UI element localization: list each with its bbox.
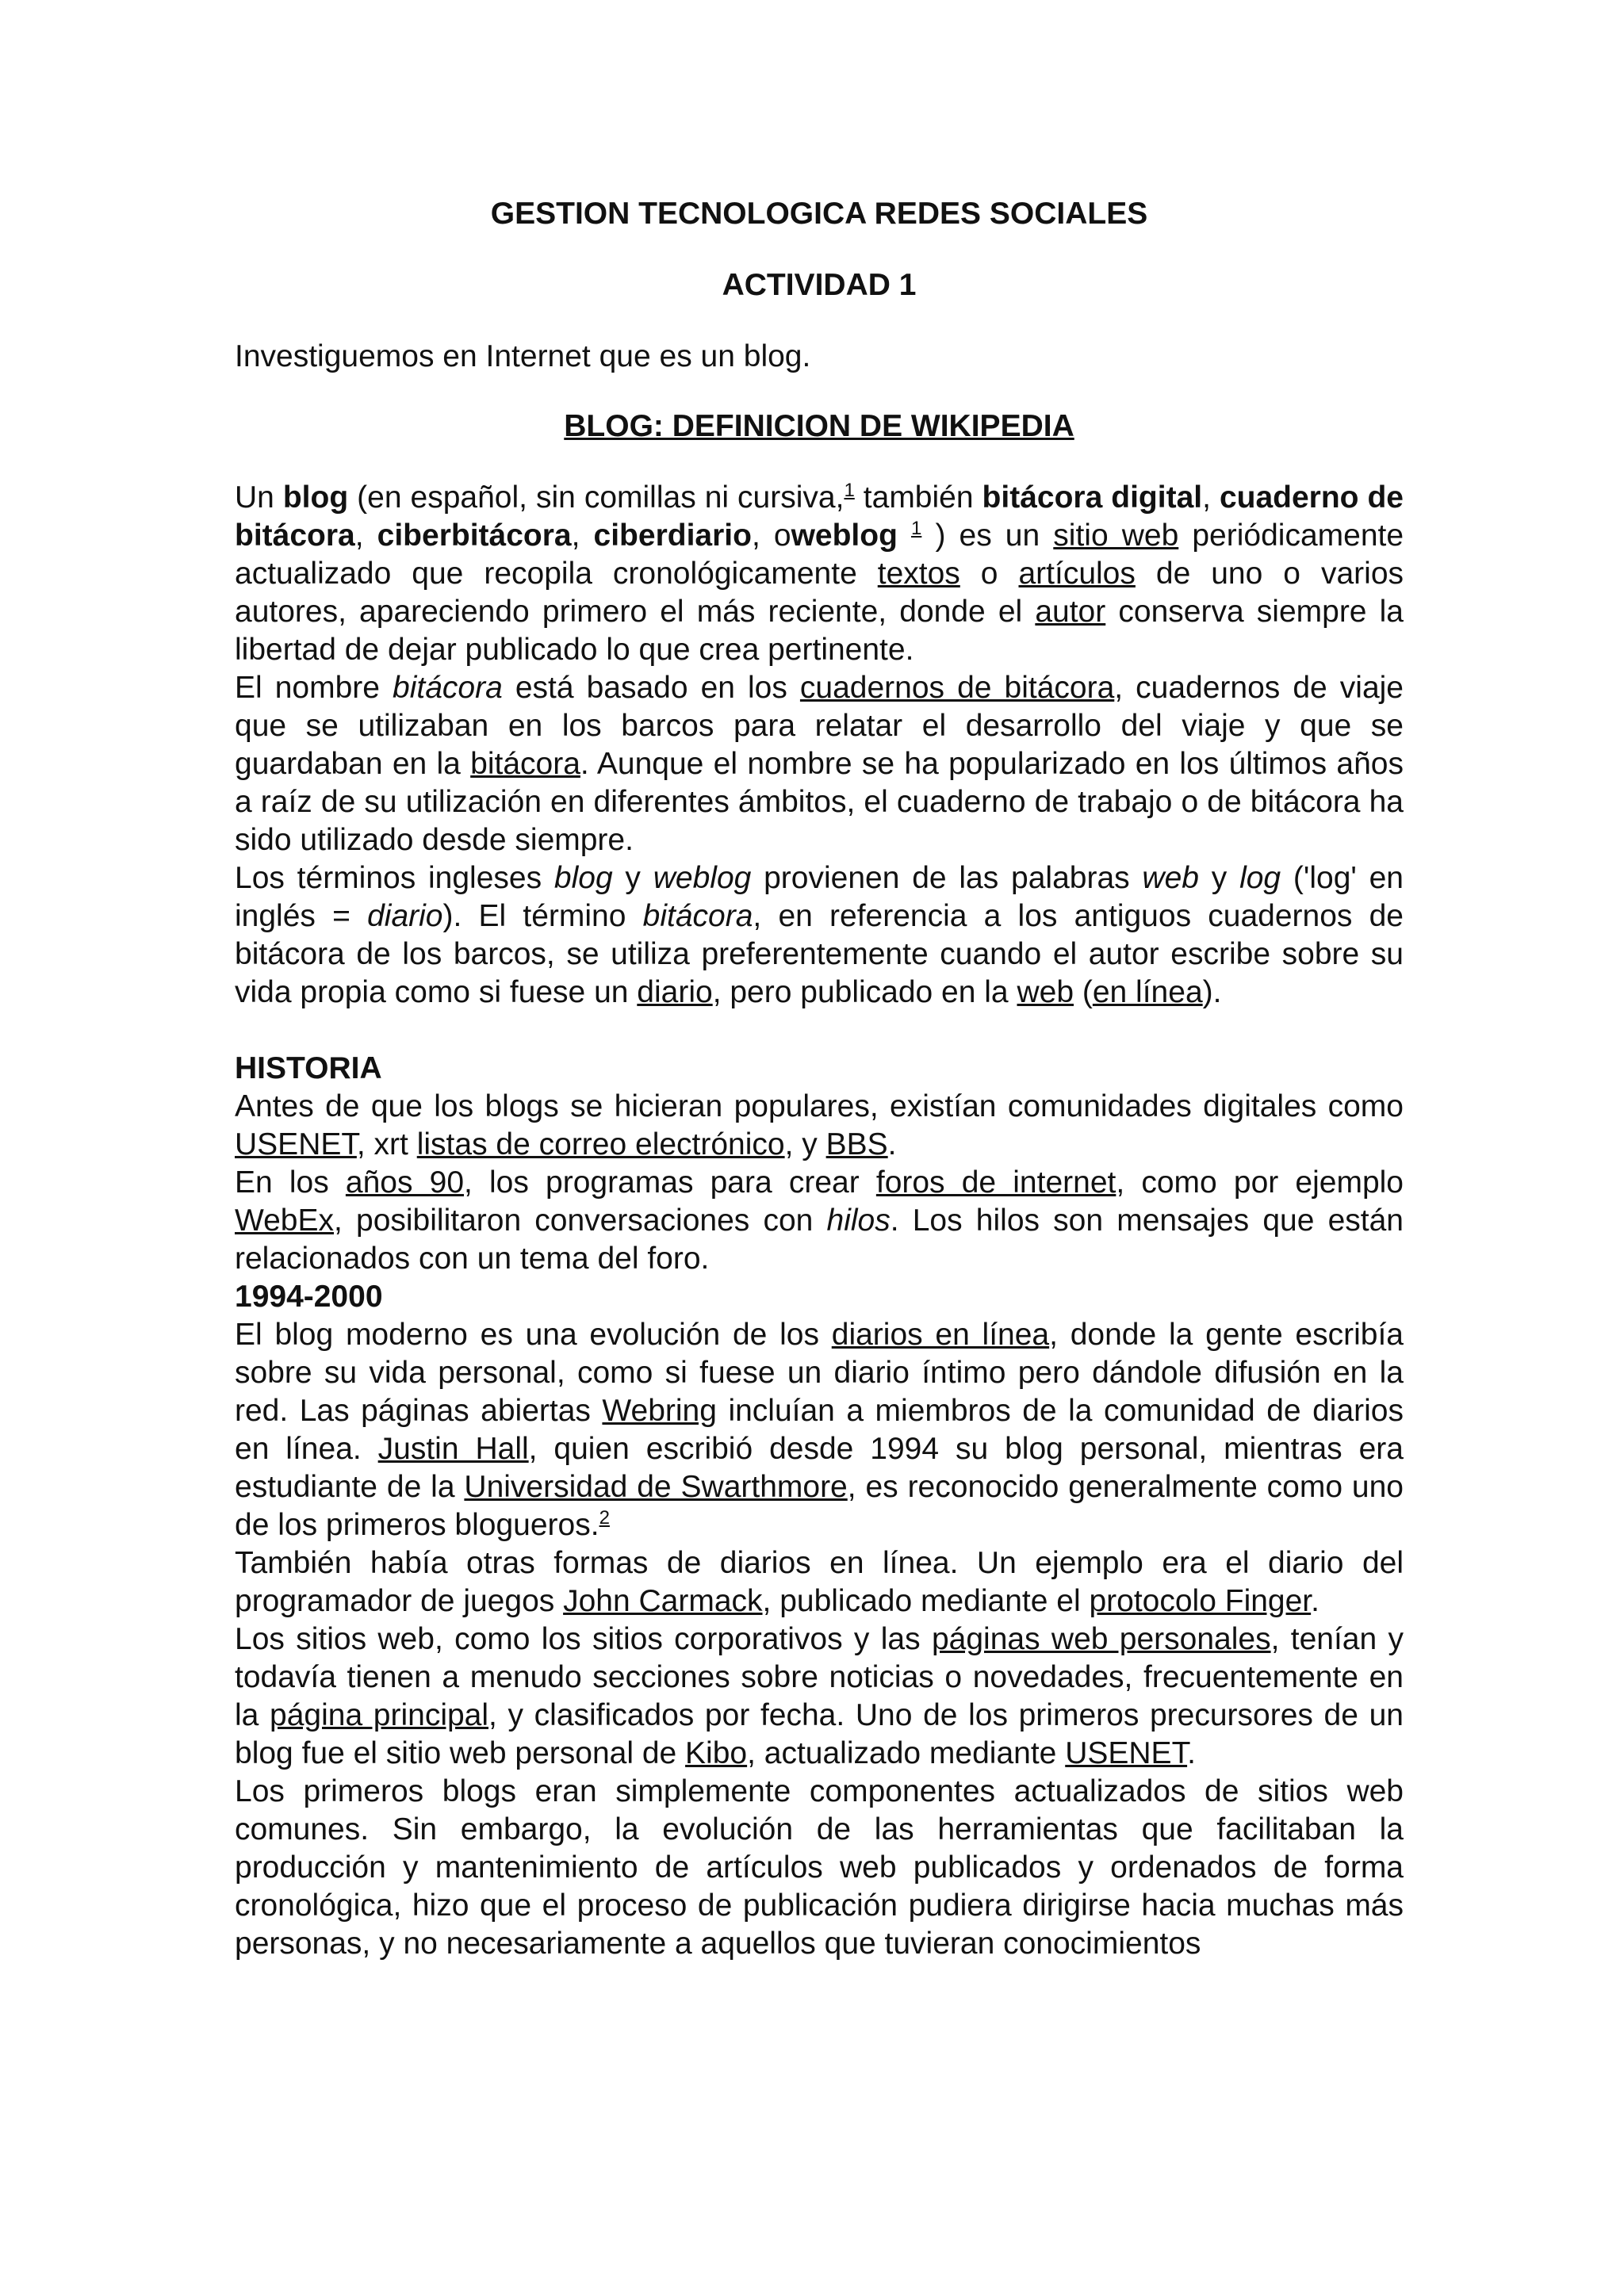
link-anos-90[interactable]: años 90 (345, 1165, 465, 1200)
link-webex[interactable]: WebEx (235, 1203, 334, 1238)
historia-paragraph-1: Antes de que los blogs se hicieran populares, existían comunidades digitales como USENET, xrt listas de correo electrónico, y BBS. (235, 1089, 1404, 1161)
link-web[interactable]: web (1017, 975, 1074, 1009)
definition-paragraph-3: Los términos ingleses blog y weblog provienen de las palabras web y log ('log' en inglés = diario). El término bitácora, en referencia a los antiguos cuadernos de bitácora de los barcos, se utiliza preferentemente cuando el autor escribe sobre su vida propia como si fuese un diario, pero publicado en la web (en línea). (235, 861, 1404, 1009)
footnote-link[interactable]: 1 (844, 480, 855, 501)
definition-paragraph-2: El nombre bitácora está basado en los cuadernos de bitácora, cuadernos de viaje que se utilizaban en los barcos para relatar el desarrollo del viaje y que se guardaban en la bitácora. Aunque el nombre se ha popularizado en los últimos años a raíz de su utilización en diferentes ámbitos, el cuaderno de trabajo o de bitácora ha sido utilizado desde siempre. (235, 671, 1404, 857)
link-universidad-de-swarthmore[interactable]: Universidad de Swarthmore (464, 1470, 848, 1504)
link-usenet[interactable]: USENET (1065, 1736, 1188, 1770)
historia-paragraph-3: El blog moderno es una evolución de los diarios en línea, donde la gente escribía sobre su vida personal, como si fuese un diario íntimo pero dándole difusión en la red. Las páginas abiertas Webring incluían a miembros de la comunidad de diarios en línea. Justin Hall, quien escribió desde 1994 su blog personal, mientras era estudiante de la Universidad de Swarthmore, es reconocido generalmente como uno de los primeros blogueros.$^2$ (235, 1318, 1404, 1542)
link-protocolo-finger[interactable]: protocolo Finger (1089, 1584, 1312, 1618)
historia-heading: HISTORIA (235, 1051, 382, 1085)
historia-paragraph-5: Los sitios web, como los sitios corporativos y las páginas web personales, tenían y todavía tienen a menudo secciones sobre noticias o novedades, frecuentemente en la página principal, y clasificados por fecha. Uno de los primeros precursores de un blog fue el sitio web personal de Kibo, actualizado mediante USENET. (235, 1622, 1404, 1770)
link-webring[interactable]: Webring (602, 1394, 717, 1428)
link-articulos[interactable]: artículos (1018, 557, 1136, 591)
link-bitacora[interactable]: bitácora (470, 747, 580, 781)
link-listas-de-correo[interactable]: listas de correo electrónico (416, 1127, 785, 1161)
document-page (235, 187, 1404, 1963)
link-usenet[interactable]: USENET (235, 1127, 357, 1161)
link-foros-de-internet[interactable]: foros de internet (875, 1165, 1116, 1200)
definition-heading: BLOG: DEFINICION DE WIKIPEDIA (564, 409, 1074, 443)
document-title: GESTION TECNOLOGICA REDES SOCIALES (490, 197, 1148, 231)
link-sitio-web[interactable]: sitio web (1053, 519, 1179, 553)
definition-paragraph-1: Un blog (en español, sin comillas ni cursiva,$^1$ también bitácora digital, cuaderno de bitácora, ciberbitácora, ciberdiario, oweblog $^1$ ) es un sitio web periódicamente actualizado que recopila cronológicamente textos o artículos de uno o varios autores, apareciendo primero el más reciente, donde el autor conserva siempre la libertad de dejar publicado lo que crea pertinente. (235, 480, 1404, 667)
link-diario[interactable]: diario (637, 975, 713, 1009)
footnote-link[interactable]: 1 (911, 518, 922, 539)
link-paginas-web-personales[interactable]: páginas web personales (931, 1622, 1271, 1656)
footnote-link[interactable]: 2 (599, 1507, 610, 1529)
link-kibo[interactable]: Kibo (685, 1736, 748, 1770)
intro-line: Investiguemos en Internet que es un blog. (235, 339, 811, 373)
activity-heading: ACTIVIDAD 1 (722, 268, 917, 302)
historia-paragraph-2: En los años 90, los programas para crear foros de internet, como por ejemplo WebEx, posibilitaron conversaciones con hilos. Los hilos son mensajes que están relacionados con un tema del foro. (235, 1165, 1404, 1276)
link-en-linea[interactable]: en línea (1092, 975, 1203, 1009)
period-heading: 1994-2000 (235, 1280, 383, 1314)
historia-paragraph-6: Los primeros blogs eran simplemente componentes actualizados de sitios web comunes. Sin embargo, la evolución de las herramientas que facilitaban la producción y mantenimiento de artículos web publicados y ordenados de forma cronológica, hizo que el proceso de publicación pudiera dirigirse hacia muchas más personas, y no necesariamente a aquellos que tuvieran conocimientos (235, 1774, 1404, 1961)
historia-paragraph-4: También había otras formas de diarios en línea. Un ejemplo era el diario del programador de juegos John Carmack, publicado mediante el protocolo Finger. (235, 1546, 1404, 1618)
link-pagina-principal[interactable]: página principal (270, 1698, 489, 1732)
link-cuadernos-de-bitacora[interactable]: cuadernos de bitácora (799, 671, 1115, 705)
link-autor[interactable]: autor (1035, 595, 1106, 629)
link-textos[interactable]: textos (877, 557, 960, 591)
definition-section (235, 479, 1404, 1012)
link-bbs[interactable]: BBS (825, 1127, 888, 1161)
link-justin-hall[interactable]: Justin Hall (377, 1432, 529, 1466)
link-diarios-en-linea[interactable]: diarios en línea (831, 1318, 1050, 1352)
link-john-carmack[interactable]: John Carmack (563, 1584, 763, 1618)
